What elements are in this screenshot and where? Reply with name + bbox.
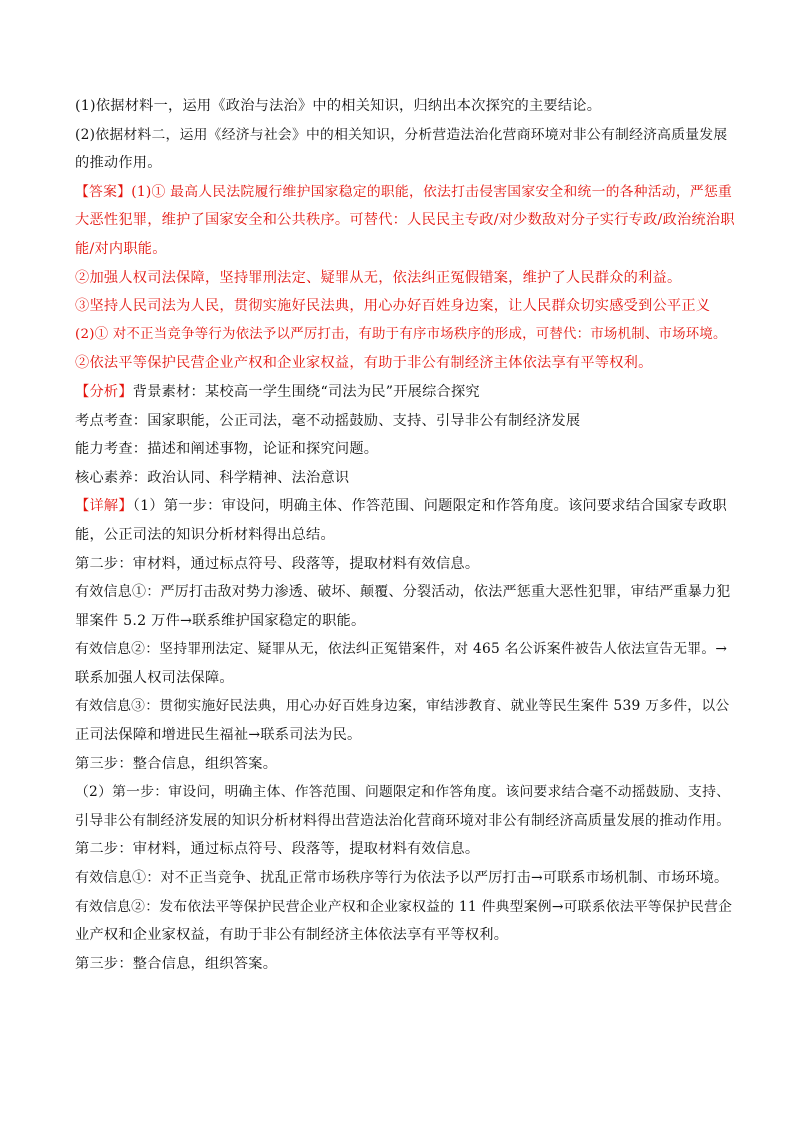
answer-line-6: (2)① 对不正当竞争等行为依法予以严厉打击，有助于有序市场秩序的形成，可替代：市场机制、市场环境。 — [75, 326, 727, 342]
answer-line-7: ②依法平等保护民营企业产权和企业家权益，有助于非公有制经济主体依法享有平等权利。 — [75, 355, 653, 372]
question-2-line-2: 的推动作用。 — [75, 155, 162, 172]
answer-text-1: (1)① 最高人民法院履行维护国家稳定的职能，依法打击侵害国家安全和统一的各种活动，严惩重 — [131, 183, 733, 200]
detail-line-2: 能，公正司法的知识分析材料得出总结。 — [75, 526, 335, 543]
answer-line-2: 大恶性犯罪，维护了国家安全和公共秩序。可替代：人民民主专政/对少数敌对分子实行专政/政治统治职 — [75, 212, 735, 229]
detail-line-6: 有效信息②：坚持罪刑法定、疑罪从无，依法纠正冤错案件，对 465 名公诉案件被告人依法宣告无罪。→ — [75, 641, 728, 658]
answer-line-3: 能/对内职能。 — [75, 240, 167, 257]
analysis-tag: 【分析】 — [75, 383, 133, 400]
detail-line-14: 有效信息①：对不正当竞争、扰乱正常市场秩序等行为依法予以严厉打击→可联系市场机制、市场环境。 — [75, 870, 729, 887]
detail-line-5: 罪案件 5.2 万件→联系维护国家稳定的职能。 — [75, 612, 366, 629]
detail-tag: 【详解】 — [75, 498, 133, 515]
detail-line-16: 业产权和企业家权益，有助于非公有制经济主体依法享有平等权利。 — [75, 927, 509, 944]
detail-line-11: （2）第一步：审设问，明确主体、作答范围、问题限定和作答角度。该问要求结合毫不动摇鼓励、支持、 — [75, 784, 731, 801]
question-1: (1)依据材料一，运用《政治与法治》中的相关知识，归纳出本次探究的主要结论。 — [75, 98, 602, 114]
detail-line-8: 有效信息③：贯彻实施好民法典，用心办好百姓身边案，审结涉教育、就业等民生案件 539 万多件，以公 — [75, 698, 730, 715]
detail-line-3: 第二步：审材料，通过标点符号、段落等，提取材料有效信息。 — [75, 555, 480, 572]
question-2-line-1: (2)依据材料二，运用《经济与社会》中的相关知识，分析营造法治化营商环境对非公有制经济高质量发展 — [75, 126, 728, 143]
detail-line-10: 第三步：整合信息，组织答案。 — [75, 755, 278, 772]
detail-line-7: 联系加强人权司法保障。 — [75, 669, 234, 686]
detail-line-4: 有效信息①：严厉打击敌对势力渗透、破坏、颠覆、分裂活动，依法严惩重大恶性犯罪，审结严重暴力犯 — [75, 584, 731, 601]
detail-line-15: 有效信息②：发布依法平等保护民营企业产权和企业家权益的 11 件典型案例→可联系依法平等保护民营企 — [75, 898, 733, 915]
answer-line-1 — [75, 178, 735, 207]
answer-line-5: ③坚持人民司法为人民，贯彻实施好民法典，用心办好百姓身边案，让人民群众切实感受到公平正义 — [75, 298, 711, 315]
detail-line-17: 第三步：整合信息，组织答案。 — [75, 955, 278, 972]
analysis-line-2: 考点考查：国家职能，公正司法，毫不动摇鼓励、支持、引导非公有制经济发展 — [75, 412, 581, 429]
detail-line-9: 正司法保障和增进民生福祉→联系司法为民。 — [75, 727, 362, 744]
analysis-line-4: 核心素养：政治认同、科学精神、法治意识 — [75, 469, 350, 486]
analysis-text-1: 背景素材：某校高一学生围绕“司法为民”开展综合探究 — [132, 383, 480, 400]
detail-line-12: 引导非公有制经济发展的知识分析材料得出营造法治化营商环境对非公有制经济高质量发展的推动作用。 — [75, 812, 731, 829]
analysis-line-1 — [75, 378, 735, 407]
document-body — [75, 92, 735, 978]
analysis-line-3: 能力考查：描述和阐述事物，论证和探究问题。 — [75, 441, 379, 458]
detail-line-1 — [75, 492, 735, 521]
answer-tag: 【答案】 — [75, 183, 132, 200]
detail-text-1: （1）第一步：审设问，明确主体、作答范围、问题限定和作答角度。该问要求结合国家专政职 — [132, 498, 727, 515]
detail-line-13: 第二步：审材料，通过标点符号、段落等，提取材料有效信息。 — [75, 841, 480, 858]
answer-line-4: ②加强人权司法保障，坚持罪刑法定、疑罪从无，依法纠正冤假错案，维护了人民群众的利益。 — [75, 269, 682, 286]
